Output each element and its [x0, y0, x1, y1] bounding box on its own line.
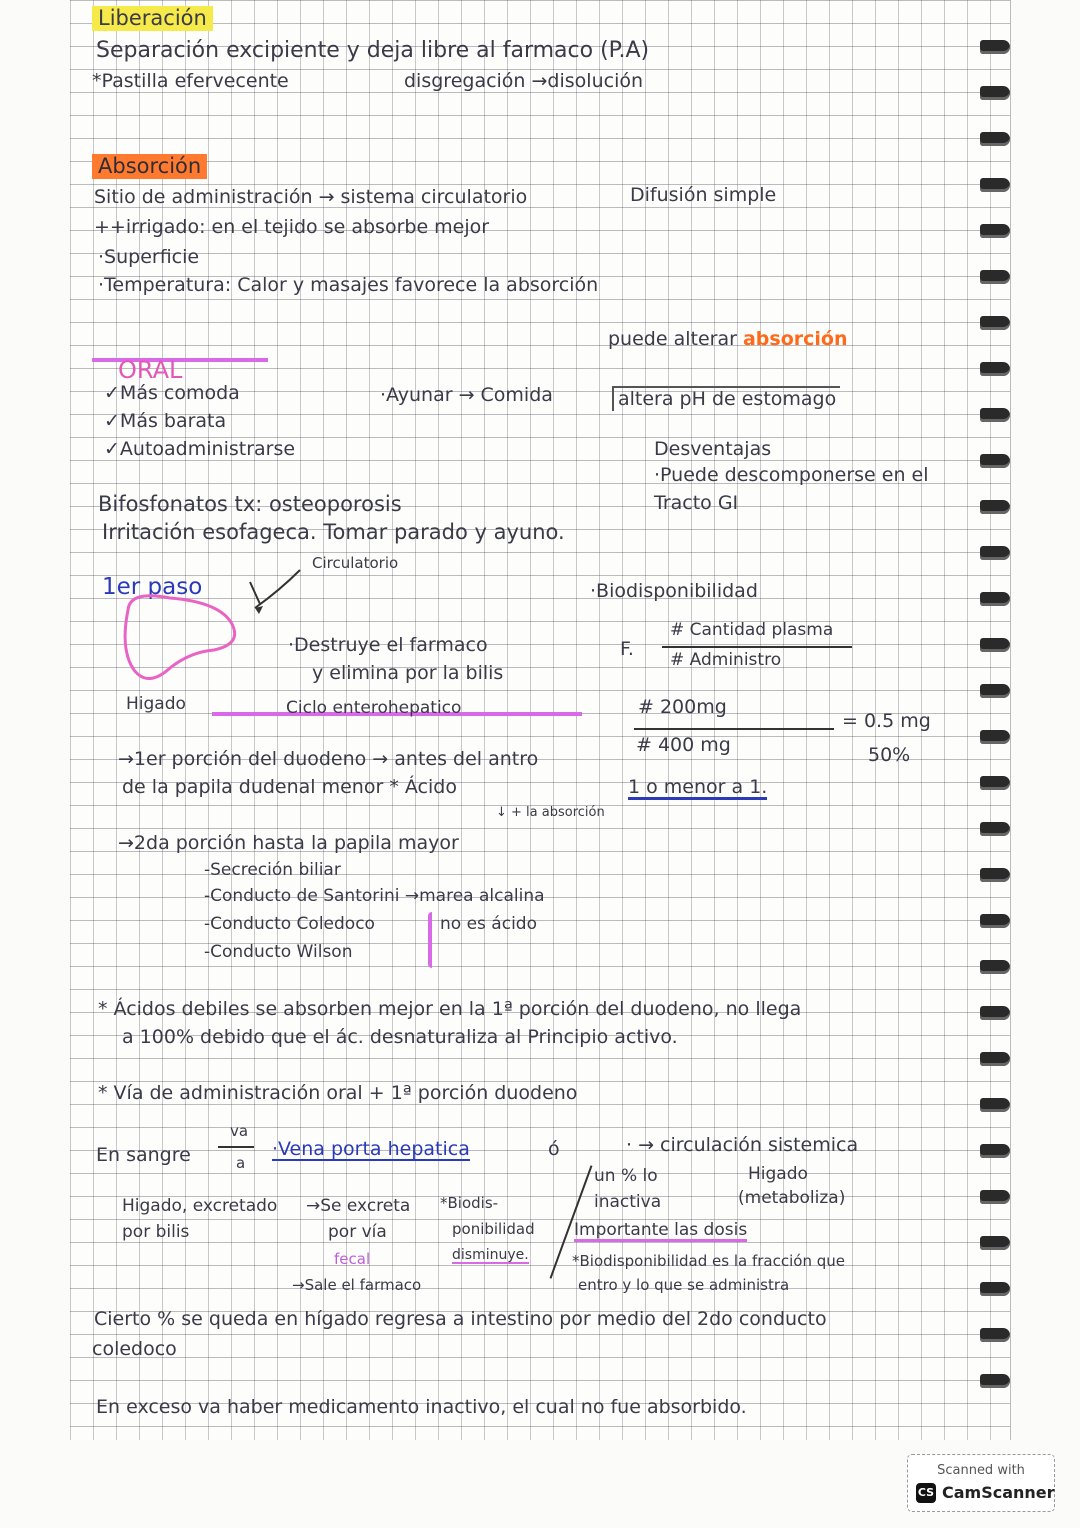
- spiral-binding: [976, 40, 1016, 1420]
- en-sangre: En sangre: [96, 1144, 191, 1166]
- secrecion-1: -Secreción biliar: [204, 860, 341, 880]
- spiral-ring: [980, 178, 1010, 192]
- oral-item1: ✓Más comoda: [104, 382, 240, 404]
- dose-200: # 200mg: [638, 696, 727, 718]
- spiral-ring: [980, 270, 1010, 284]
- liberacion-line2b: disgregación →disolución: [404, 70, 644, 92]
- desventaja-1: ·Puede descomponerse en el: [654, 464, 929, 486]
- spiral-ring: [980, 1052, 1010, 1066]
- porcion2: →2da porción hasta la papila mayor: [118, 832, 459, 854]
- spiral-ring: [980, 316, 1010, 330]
- va-label: va: [230, 1122, 249, 1140]
- spiral-ring: [980, 362, 1010, 376]
- camscanner-icon: CS: [916, 1483, 936, 1503]
- spiral-ring: [980, 1282, 1010, 1296]
- irritacion: Irritación esofageca. Tomar parado y ayuno.: [102, 520, 565, 544]
- spiral-ring: [980, 1144, 1010, 1158]
- puede-word: absorción: [742, 328, 848, 350]
- importante-dosis: Importante las dosis: [574, 1220, 748, 1240]
- uno-o-menor: 1 o menor a 1.: [628, 776, 768, 798]
- absorcion-line1: Sitio de administración → sistema circulatorio: [94, 186, 528, 208]
- ciclo-enterohepatico: Ciclo enterohepatico: [286, 698, 462, 718]
- sale-farmaco: →Sale el farmaco: [292, 1276, 422, 1294]
- fraction-bar: [662, 646, 852, 648]
- absorcion-note: ↓ + la absorción: [496, 805, 605, 820]
- spiral-ring: [980, 1190, 1010, 1204]
- oral-item2: ✓Más barata: [104, 410, 227, 432]
- spiral-ring: [980, 960, 1010, 974]
- camscanner-brand: CamScanner: [942, 1483, 1055, 1502]
- porcion1-b: de la papila dudenal menor * Ácido: [122, 776, 457, 798]
- higado-metab-2: (metaboliza): [738, 1188, 846, 1208]
- se-excreta-1: →Se excreta: [306, 1196, 411, 1216]
- spiral-ring: [980, 40, 1010, 54]
- absorcion-line4: ·Temperatura: Calor y masajes favorece la absorción: [98, 274, 599, 296]
- higado-label: Higado: [126, 694, 186, 714]
- spiral-ring: [980, 730, 1010, 744]
- biodisp-dism-1: *Biodis-: [440, 1194, 499, 1212]
- bio-frac-1: *Biodisponibilidad es la fracción que: [572, 1252, 845, 1270]
- difusion-simple: Difusión simple: [630, 184, 777, 206]
- cierto-1: Cierto % se queda en hígado regresa a intestino por medio del 2do conducto: [94, 1308, 827, 1330]
- ayunar: ·Ayunar → Comida: [380, 384, 553, 406]
- liver-sketch: [110, 560, 310, 700]
- spiral-ring: [980, 546, 1010, 560]
- destruye-1: ·Destruye el farmaco: [288, 634, 488, 656]
- inactiva: inactiva: [594, 1192, 662, 1212]
- biodisponibilidad-title: ·Biodisponibilidad: [590, 580, 758, 602]
- spiral-ring: [980, 638, 1010, 652]
- un-pct: un % lo: [594, 1166, 658, 1186]
- spiral-ring: [980, 1374, 1010, 1388]
- se-excreta-2: por vía: [328, 1222, 387, 1242]
- liver-icon: [125, 596, 235, 679]
- secrecion-3b: no es ácido: [440, 914, 537, 934]
- acidos-line1: * Ácidos debiles se absorben mejor en la 1ª porción del duodeno, no llega: [98, 998, 802, 1020]
- spiral-ring: [980, 868, 1010, 882]
- liberacion-title: Liberación: [92, 6, 213, 31]
- dose-fraction-bar: [634, 728, 834, 730]
- circulacion-sistemica: · → circulación sistemica: [626, 1134, 859, 1156]
- spiral-ring: [980, 132, 1010, 146]
- bracket-highlight: [428, 912, 438, 968]
- oral-item3: ✓Autoadministrarse: [104, 438, 296, 460]
- higado-excretado-1: Higado, excretado: [122, 1196, 278, 1216]
- spiral-ring: [980, 1006, 1010, 1020]
- spiral-ring: [980, 86, 1010, 100]
- spiral-ring: [980, 914, 1010, 928]
- va-bar: [218, 1146, 254, 1148]
- arrow-curve: [255, 570, 300, 608]
- circulatorio: Circulatorio: [312, 554, 399, 572]
- via-oral: * Vía de administración oral + 1ª porción duodeno: [98, 1082, 578, 1104]
- spiral-ring: [980, 454, 1010, 468]
- absorcion-line3: ·Superficie: [98, 246, 200, 268]
- spiral-ring: [980, 1236, 1010, 1250]
- a-label: a: [236, 1154, 246, 1172]
- spiral-ring: [980, 224, 1010, 238]
- spiral-ring: [980, 776, 1010, 790]
- f-numerator: # Cantidad plasma: [670, 620, 834, 640]
- result-mg: = 0.5 mg: [842, 710, 931, 732]
- exceso: En exceso va haber medicamento inactivo, el cual no fue absorbido.: [96, 1396, 747, 1418]
- vena-porta: ·Vena porta hepatica: [272, 1138, 470, 1160]
- result-pct: 50%: [868, 744, 911, 766]
- secrecion-3: -Conducto Coledoco: [204, 914, 375, 934]
- dose-400: # 400 mg: [636, 734, 731, 756]
- absorcion-title: Absorción: [92, 154, 207, 179]
- spiral-ring: [980, 592, 1010, 606]
- biodisp-dism-2: ponibilidad: [452, 1220, 535, 1238]
- liberacion-line1: Separación excipiente y deja libre al farmaco (P.A): [96, 38, 650, 63]
- liberacion-line2a: *Pastilla efervecente: [92, 70, 289, 92]
- oral-title: ORAL: [118, 356, 183, 384]
- puede-prefix: puede alterar: [608, 328, 737, 350]
- spiral-ring: [980, 684, 1010, 698]
- spiral-ring: [980, 500, 1010, 514]
- desventajas: Desventajas: [654, 438, 772, 460]
- f-denominator: # Administro: [670, 650, 782, 670]
- absorcion-line2: ++irrigado: en el tejido se absorbe mejor: [94, 216, 490, 238]
- desventaja-2: Tracto GI: [654, 492, 739, 514]
- se-excreta-3: fecal: [334, 1250, 371, 1268]
- acidos-line2: a 100% debido que el ác. desnaturaliza al Principio activo.: [122, 1026, 678, 1048]
- altera-ph: altera pH de estomago: [612, 386, 840, 411]
- higado-excretado-2: por bilis: [122, 1222, 190, 1242]
- scanned-with-text: Scanned with: [937, 1463, 1025, 1478]
- biodisp-dism-3: disminuye.: [452, 1247, 529, 1263]
- porcion1-a: →1er porción del duodeno → antes del antro: [118, 748, 539, 770]
- cierto-2: coledoco: [92, 1338, 177, 1360]
- camscanner-badge: [907, 1454, 1055, 1512]
- spiral-ring: [980, 822, 1010, 836]
- secrecion-4: -Conducto Wilson: [204, 942, 353, 962]
- spiral-ring: [980, 1328, 1010, 1342]
- bifosfonatos: Bifosfonatos tx: osteoporosis: [98, 492, 402, 516]
- puede-alterar: [608, 330, 847, 349]
- f-label: F.: [620, 638, 634, 660]
- primer-paso-title: 1er paso: [102, 574, 203, 600]
- spiral-ring: [980, 1098, 1010, 1112]
- spiral-ring: [980, 408, 1010, 422]
- o-label: ó: [548, 1138, 560, 1160]
- arrow-circulatorio: [250, 582, 260, 604]
- secrecion-2: -Conducto de Santorini →marea alcalina: [204, 886, 545, 906]
- bio-frac-2: entro y lo que se administra: [578, 1276, 790, 1294]
- higado-metab-1: Higado: [748, 1164, 808, 1184]
- destruye-2: y elimina por la bilis: [312, 662, 504, 684]
